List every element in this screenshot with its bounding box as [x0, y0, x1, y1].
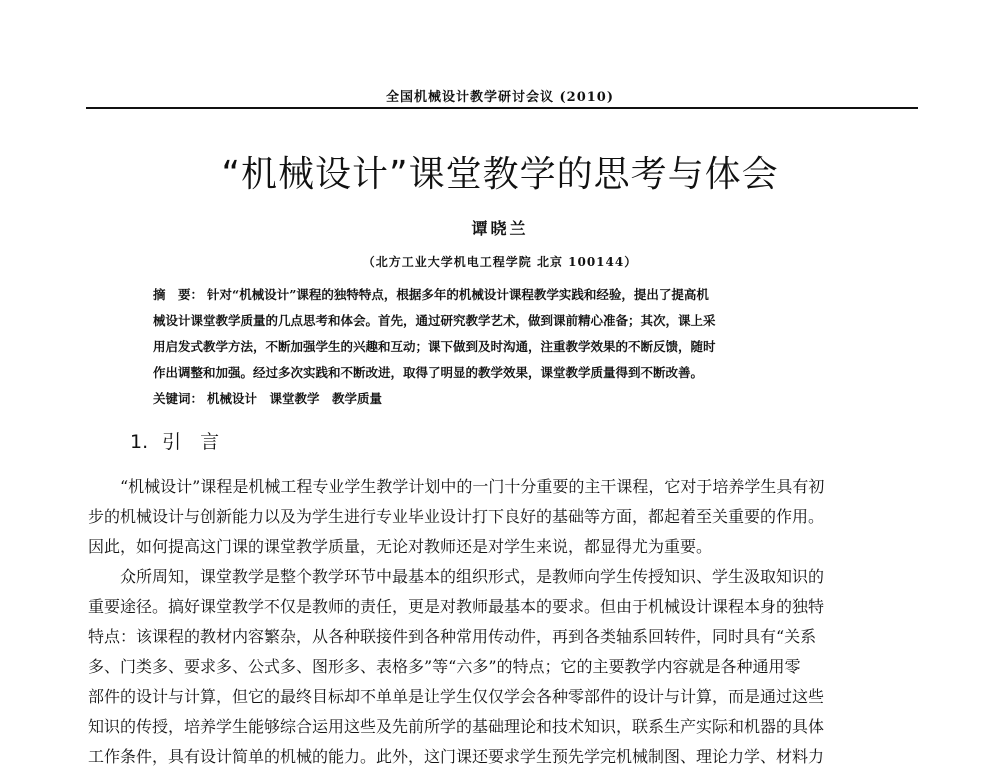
abstract-line: 作出调整和加强。经过多次实践和不断改进，取得了明显的教学效果，课堂教学质量得到不断改善。	[153, 365, 704, 380]
author-affiliation: （北方工业大学机电工程学院 北京 100144）	[362, 255, 638, 269]
abstract-line: 用启发式教学方法，不断加强学生的兴趣和互动；课下做到及时沟通，注重教学效果的不断反馈，随时	[153, 339, 716, 354]
paper-title: “机械设计”课堂教学的思考与体会	[221, 154, 779, 195]
author-name: 谭晓兰	[471, 219, 529, 238]
header-rule	[86, 107, 918, 109]
abstract-text: 针对“机械设计”课程的独特特点，根据多年的机械设计课程教学实践和经验，提出了提高机	[207, 287, 709, 302]
section-number: 1.	[130, 431, 149, 453]
paragraph-line: “机械设计”课程是机械工程专业学生教学计划中的一门十分重要的主干课程，它对于培养学生具有初	[120, 477, 825, 496]
keywords-line	[153, 386, 853, 412]
paragraph-line: 部件的设计与计算，但它的最终目标却不单单是让学生仅仅学会各种零部件的设计与计算，而是通过这些	[88, 687, 825, 706]
paragraph-line: 知识的传授，培养学生能够综合运用这些及先前所学的基础理论和技术知识，联系生产实际和机器的具体	[88, 717, 825, 736]
paragraph-line: 特点：该课程的教材内容繁杂，从各种联接件到各种常用传动件，再到各类轴系回转件，同时具有“关系	[88, 627, 817, 646]
paragraph-line: 多、门类多、要求多、公式多、图形多、表格多”等“六多”的特点；它的主要教学内容就是各种通用零	[88, 657, 801, 676]
paragraph-line: 工作条件，具有设计简单的机械的能力。此外，这门课还要求学生预先学完机械制图、理论力学、材料力	[88, 747, 825, 766]
paragraph-line: 重要途径。搞好课堂教学不仅是教师的责任，更是对教师最基本的要求。但由于机械设计课程本身的独特	[88, 597, 825, 616]
paragraph-line: 众所周知，课堂教学是整个教学环节中最基本的组织形式，是教师向学生传授知识、学生汲取知识的	[120, 567, 825, 586]
section-heading	[130, 428, 219, 456]
paragraph-line: 步的机械设计与创新能力以及为学生进行专业毕业设计打下良好的基础等方面，都起着至关重要的作用。	[88, 507, 825, 526]
abstract-line: 械设计课堂教学质量的几点思考和体会。首先，通过研究教学艺术，做到课前精心准备；其次，课上采	[153, 313, 716, 328]
abstract-label: 摘 要：	[153, 287, 204, 302]
keywords-label: 关键词：	[153, 391, 204, 406]
keywords-text: 机械设计 课堂教学 教学质量	[207, 391, 383, 406]
paragraph-line: 因此，如何提高这门课的课堂教学质量，无论对教师还是对学生来说，都显得尤为重要。	[88, 537, 713, 556]
body-text	[88, 472, 920, 772]
section-title: 引 言	[162, 431, 220, 453]
abstract-line	[153, 282, 853, 308]
abstract-block	[153, 282, 853, 412]
journal-header: 全国机械设计教学研讨会议 (2010)	[385, 90, 614, 105]
